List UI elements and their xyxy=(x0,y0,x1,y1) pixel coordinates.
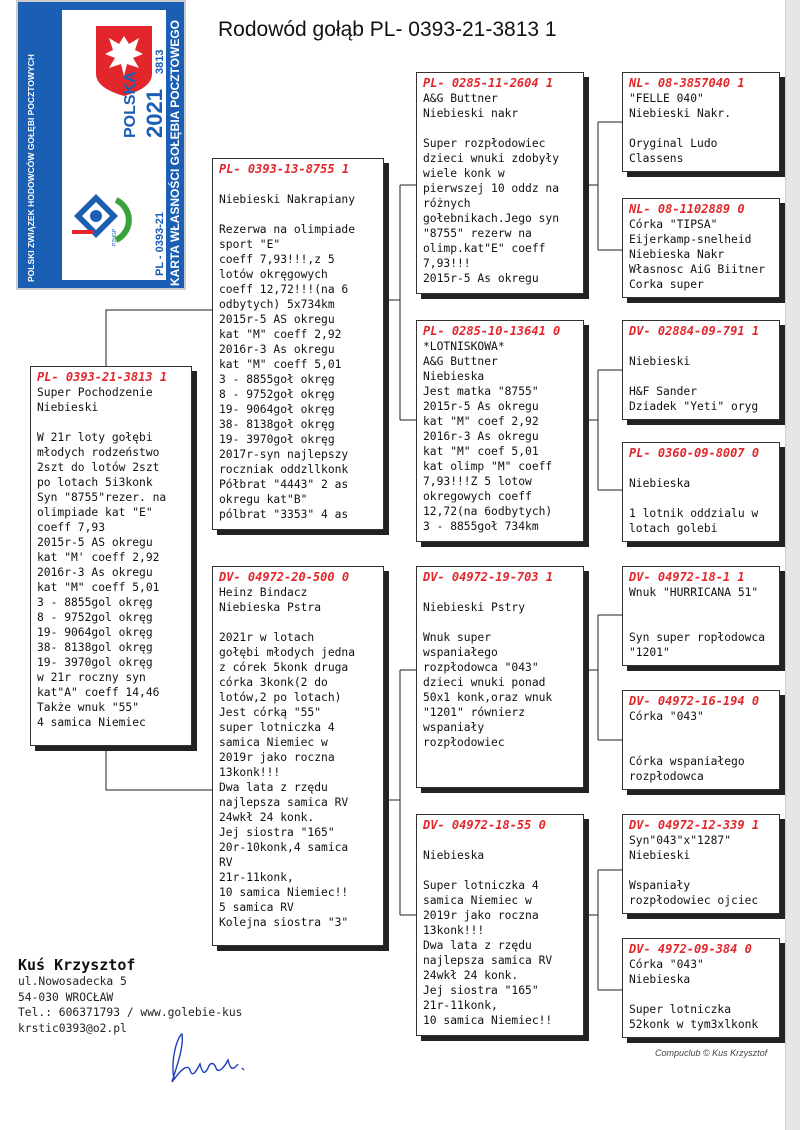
text-line: roczniak oddzllkonk xyxy=(219,463,349,476)
line-ff-parents xyxy=(584,122,622,250)
text-line: Syn super ropłodowca xyxy=(629,631,766,644)
box-text xyxy=(219,177,377,522)
text-line: Córka wspaniałego xyxy=(629,755,745,768)
text-line: dzieci wnuki zdobyły xyxy=(423,152,560,165)
pedigree-box-ff xyxy=(416,72,584,294)
text-line: 2015r-5 AS okregu xyxy=(37,536,153,549)
text-line: Wspaniały xyxy=(629,879,691,892)
text-line: Wnuk super xyxy=(423,631,492,644)
text-line: 2015r-5 AS okregu xyxy=(219,313,335,326)
ring-number: DV- 04972-20-500 0 xyxy=(219,570,350,584)
box-text xyxy=(423,339,577,534)
text-line xyxy=(629,987,773,1002)
card-year: 2021 xyxy=(142,89,167,138)
box-text xyxy=(423,91,577,286)
text-line: Rezerwa na olimpiade xyxy=(219,223,356,236)
text-line: "1201" xyxy=(629,646,670,659)
text-line: Niebieski xyxy=(37,401,99,414)
text-line: olimp.kat"E" coeff xyxy=(423,242,546,255)
text-line: kat"A" coeff 14,46 xyxy=(37,686,160,699)
owner-phone-web: Tel.: 606371793 / www.golebie-kus xyxy=(18,1006,243,1019)
text-line: 13konk!!! xyxy=(219,766,281,779)
text-line: Kolejna siostra "3" xyxy=(219,916,349,929)
text-line: pierwszej 10 oddz na xyxy=(423,182,560,195)
text-line: lotach golebi xyxy=(629,522,718,535)
line-mf-parents xyxy=(584,615,622,740)
line-father-parents xyxy=(384,185,416,420)
text-line xyxy=(629,600,773,615)
pzhgp-emblem-icon xyxy=(72,194,129,240)
text-line: Jej siostra "165" xyxy=(423,984,539,997)
ring-number: PL- 0393-21-3813 1 xyxy=(37,370,168,384)
line-fm-parents xyxy=(584,370,622,490)
box-text xyxy=(629,91,773,166)
text-line: samica Niemiec w xyxy=(423,894,532,907)
text-line: 4 samica Niemiec xyxy=(37,716,146,729)
text-line: 20r-10konk,4 samica xyxy=(219,841,349,854)
box-text xyxy=(629,585,773,660)
text-line: Także wnuk "55" xyxy=(37,701,140,714)
text-line: rozpłodowiec ojciec xyxy=(629,894,759,907)
ring-number: NL- 08-3857040 1 xyxy=(629,76,745,90)
text-line xyxy=(423,121,577,136)
text-line: "8755" rezerw na xyxy=(423,227,532,240)
text-line: kat "M" coeff 2,92 xyxy=(219,328,342,341)
text-line: najlepsza samica RV xyxy=(423,954,553,967)
text-line: pólbrat "3353" 4 as xyxy=(219,508,349,521)
text-line: 21r-11konk, xyxy=(219,871,294,884)
text-line: po lotach 5i3konk xyxy=(37,476,153,489)
text-line: kat olimp "M" coeff xyxy=(423,460,553,473)
text-line: Super rozpłodowiec xyxy=(423,137,546,150)
pedigree-box-fff xyxy=(622,72,780,172)
text-line: A&G Buttner xyxy=(423,355,498,368)
text-line: 19- 9064gol okręg xyxy=(37,626,153,639)
signature-graphic xyxy=(160,1028,260,1088)
box-text xyxy=(423,833,577,1028)
text-line: lotów,2 po lotach) xyxy=(219,691,342,704)
text-line: rozpłodowiec xyxy=(423,736,505,749)
text-line: 19- 3970goł okręg xyxy=(219,433,335,446)
text-line: 10 samica Niemiec!! xyxy=(423,1014,553,1027)
line-mother-parents xyxy=(384,670,416,915)
text-line: 24wkł 24 konk. xyxy=(219,811,315,824)
text-line: Corka super xyxy=(629,278,704,291)
text-line: Super lotniczka 4 xyxy=(423,879,539,892)
text-line: 19- 3970gol okręg xyxy=(37,656,153,669)
text-line: 38- 8138goł okręg xyxy=(219,418,335,431)
pedigree-box-fmf xyxy=(622,320,780,420)
text-line: Niebieski xyxy=(629,849,691,862)
text-line: Jest matka "8755" xyxy=(423,385,539,398)
text-line: 2019r jako roczna xyxy=(423,909,539,922)
signature xyxy=(160,1028,260,1092)
text-line: Córka "043" xyxy=(629,710,704,723)
text-line: 2017r-syn najlepszy xyxy=(219,448,349,461)
text-line xyxy=(423,585,577,600)
pedigree-box-mfm xyxy=(622,690,780,790)
text-line: 38- 8138gol okręg xyxy=(37,641,153,654)
text-line: lotów okręgowych xyxy=(219,268,328,281)
card-ring: PL - 0393-21 xyxy=(154,211,166,276)
text-line: 2016r-3 As okregu xyxy=(37,566,153,579)
ring-number: DV- 02884-09-791 1 xyxy=(629,324,760,338)
text-line xyxy=(423,863,577,878)
ring-number: DV- 4972-09-384 0 xyxy=(629,942,752,956)
text-line: Wnuk "HURRICANA 51" xyxy=(629,586,759,599)
text-line xyxy=(219,177,377,192)
text-line: Dziadek "Yeti" oryg xyxy=(629,400,759,413)
text-line xyxy=(37,415,185,430)
line-pigeon-mother xyxy=(106,746,212,790)
box-text xyxy=(629,217,773,292)
box-text xyxy=(629,957,773,1032)
text-line: wiele konk w xyxy=(423,167,505,180)
box-text xyxy=(629,461,773,536)
pedigree-box-fmm xyxy=(622,442,780,542)
text-line: Niebieski Pstry xyxy=(423,601,526,614)
footer-credit: Compuclub © Kus Krzysztof xyxy=(655,1048,768,1058)
text-line: 3 - 8855gol okręg xyxy=(37,596,153,609)
text-line: Oryginal Ludo xyxy=(629,137,718,150)
text-line: 10 samica Niemiec!! xyxy=(219,886,349,899)
box-text xyxy=(629,709,773,784)
ring-number: PL- 0393-13-8755 1 xyxy=(219,162,350,176)
text-line: Classens xyxy=(629,152,684,165)
text-line xyxy=(629,491,773,506)
text-line xyxy=(629,724,773,739)
pedigree-box-mmf xyxy=(622,814,780,914)
owner-email: krstic0393@o2.pl xyxy=(18,1021,127,1035)
text-line: kat "M" coef 2,92 xyxy=(423,415,539,428)
text-line: 1 lotnik oddzialu w xyxy=(629,507,759,520)
text-line: okregu kat"B" xyxy=(219,493,308,506)
card-panel xyxy=(62,10,166,280)
text-line xyxy=(629,461,773,476)
ring-number: DV- 04972-12-339 1 xyxy=(629,818,760,832)
box-text xyxy=(629,833,773,908)
ring-number: DV- 04972-19-703 1 xyxy=(423,570,554,584)
text-line: kat "M" coeff 5,01 xyxy=(219,358,342,371)
text-line: 19- 9064goł okręg xyxy=(219,403,335,416)
ring-number: DV- 04972-18-1 1 xyxy=(629,570,745,584)
owner-block xyxy=(18,956,242,1036)
text-line: z córek 5konk druga xyxy=(219,661,349,674)
ring-number: NL- 08-1102889 0 xyxy=(629,202,745,216)
text-line: kat "M' coeff 2,92 xyxy=(37,551,160,564)
text-line: Super Pochodzenie xyxy=(37,386,153,399)
owner-city: 54-030 WROCŁAW xyxy=(18,990,114,1004)
text-line: sport "E" xyxy=(219,238,281,251)
box-text xyxy=(423,585,577,750)
text-line: Niebieska Pstra xyxy=(219,601,322,614)
text-line: Niebieska xyxy=(423,370,485,383)
text-line: najlepsza samica RV xyxy=(219,796,349,809)
text-line: 7,93!!!Z 5 lotow xyxy=(423,475,532,488)
pedigree-box-pigeon xyxy=(30,366,192,746)
owner-name: Kuś Krzysztof xyxy=(18,956,136,974)
text-line xyxy=(423,833,577,848)
text-line: Półbrat "4443" 2 as xyxy=(219,478,349,491)
text-line: wspaniały xyxy=(423,721,485,734)
text-line: Niebieska xyxy=(629,477,691,490)
text-line: Córka "TIPSA" xyxy=(629,218,718,231)
text-line: Jest córką "55" xyxy=(219,706,322,719)
text-line: różnych xyxy=(423,197,471,210)
text-line: 2016r-3 As okregu xyxy=(423,430,539,443)
text-line: coeff 12,72!!!(na 6 xyxy=(219,283,349,296)
text-line: 8 - 9752gol okręg xyxy=(37,611,153,624)
text-line: dzieci wnuki ponad xyxy=(423,676,546,689)
text-line: 2021r w lotach xyxy=(219,631,315,644)
text-line: 52konk w tym3xlkonk xyxy=(629,1018,759,1031)
text-line xyxy=(629,121,773,136)
text-line: 7,93!!! xyxy=(423,257,471,270)
pedigree-box-mmm xyxy=(622,938,780,1038)
ownership-card xyxy=(16,0,186,290)
text-line: "FELLE 040" xyxy=(629,92,704,105)
text-line: Niebieski xyxy=(629,355,691,368)
text-line: Dwa lata z rzędu xyxy=(423,939,532,952)
text-line: 2019r jako roczna xyxy=(219,751,335,764)
text-line: w 21r roczny syn xyxy=(37,671,146,684)
text-line: Niebieski Nakr. xyxy=(629,107,732,120)
text-line: młodych rodzeństwo xyxy=(37,446,160,459)
text-line: Dwa lata z rzędu xyxy=(219,781,328,794)
text-line: Super lotniczka xyxy=(629,1003,732,1016)
text-line: samica Niemiec w xyxy=(219,736,328,749)
text-line: 21r-11konk, xyxy=(423,999,498,1012)
pedigree-box-mf xyxy=(416,566,584,788)
text-line: coeff 7,93!!!,z 5 xyxy=(219,253,335,266)
text-line xyxy=(629,863,773,878)
text-line: rozpłodowca "043" xyxy=(423,661,539,674)
text-line: 12,72(na 6odbytych) xyxy=(423,505,553,518)
pedigree-box-fm xyxy=(416,320,584,542)
box-text xyxy=(37,385,185,730)
page-title: Rodowód gołąb PL- 0393-21-3813 1 xyxy=(218,18,557,41)
owner-address: ul.Nowosadecka 5 xyxy=(18,975,127,988)
ring-number: DV- 04972-18-55 0 xyxy=(423,818,546,832)
box-text xyxy=(629,339,773,414)
text-line: kat "M" coeff 5,01 xyxy=(37,581,160,594)
text-line: 3 - 8855goł 734km xyxy=(423,520,539,533)
card-country: POLSKA xyxy=(122,71,139,138)
text-line: gołębi młodych jedna xyxy=(219,646,356,659)
text-line: *LOTNISKOWA* xyxy=(423,340,505,353)
text-line: odbytych) 5x734km xyxy=(219,298,335,311)
text-line xyxy=(219,615,377,630)
text-line: Własnosc AiG Biitner xyxy=(629,263,766,276)
text-line: 3 - 8855goł okręg xyxy=(219,373,335,386)
text-line: 5 samica RV xyxy=(219,901,294,914)
pedigree-box-mff xyxy=(622,566,780,666)
text-line: Niebieski nakr xyxy=(423,107,519,120)
text-line: 8 - 9752goł okręg xyxy=(219,388,335,401)
card-org: POLSKI ZWIĄZEK HODOWCÓW GOŁĘBI POCZTOWYCH xyxy=(26,54,36,282)
ring-number: PL- 0285-10-13641 0 xyxy=(423,324,561,338)
text-line: 24wkł 24 konk. xyxy=(423,969,519,982)
text-line: "1201" równierz xyxy=(423,706,526,719)
text-line: 2016r-3 As okregu xyxy=(219,343,335,356)
pedigree-box-mother xyxy=(212,566,384,946)
text-line: 50x1 konk,oraz wnuk xyxy=(423,691,553,704)
text-line: H&F Sander xyxy=(629,385,698,398)
text-line: super lotniczka 4 xyxy=(219,721,335,734)
line-mm-parents xyxy=(584,870,622,990)
card-number: 3813 xyxy=(154,49,166,74)
text-line: wspaniałego xyxy=(423,646,498,659)
pedigree-box-ffm xyxy=(622,198,780,298)
line-pigeon-father xyxy=(106,310,212,366)
text-line: A&G Buttner xyxy=(423,92,498,105)
text-line: 2015r-5 As okregu xyxy=(423,400,539,413)
text-line xyxy=(629,615,773,630)
box-text xyxy=(219,585,377,930)
text-line: 2szt do lotów 2szt xyxy=(37,461,160,474)
text-line: kat "M" coef 5,01 xyxy=(423,445,539,458)
text-line: Córka "043" xyxy=(629,958,704,971)
ring-number: DV- 04972-16-194 0 xyxy=(629,694,760,708)
text-line: Niebieska xyxy=(629,973,691,986)
pedigree-box-mm xyxy=(416,814,584,1036)
text-line: Niebieska xyxy=(423,849,485,862)
text-line xyxy=(629,369,773,384)
text-line: RV xyxy=(219,856,233,869)
text-line: 13konk!!! xyxy=(423,924,485,937)
text-line: rozpłodowca xyxy=(629,770,704,783)
text-line: olimpiade kat "E" xyxy=(37,506,153,519)
ring-number: PL- 0285-11-2604 1 xyxy=(423,76,554,90)
text-line: Niebieski Nakrapiany xyxy=(219,193,356,206)
ring-number: PL- 0360-09-8007 0 xyxy=(629,446,760,460)
text-line: gołebnikach.Jego syn xyxy=(423,212,560,225)
text-line: W 21r loty gołębi xyxy=(37,431,153,444)
text-line xyxy=(629,739,773,754)
text-line: coeff 7,93 xyxy=(37,521,106,534)
text-line: 2015r-5 As okregu xyxy=(423,272,539,285)
pedigree-box-father xyxy=(212,158,384,530)
text-line xyxy=(219,207,377,222)
text-line: okregowych coeff xyxy=(423,490,532,503)
text-line xyxy=(629,339,773,354)
card-caption: KARTA WŁASNOŚCI GOŁĘBIA POCZTOWEGO xyxy=(168,20,182,286)
text-line: Syn"043"x"1287" xyxy=(629,834,732,847)
card-emblem-label: PZHGP xyxy=(112,228,118,246)
text-line: córka 3konk(2 do xyxy=(219,676,328,689)
text-line: Niebieska Nakr xyxy=(629,248,725,261)
text-line xyxy=(423,615,577,630)
text-line: Jej siostra "165" xyxy=(219,826,335,839)
text-line: Heinz Bindacz xyxy=(219,586,308,599)
text-line: Syn "8755"rezer. na xyxy=(37,491,167,504)
text-line: Eijerkamp-snelheid xyxy=(629,233,752,246)
